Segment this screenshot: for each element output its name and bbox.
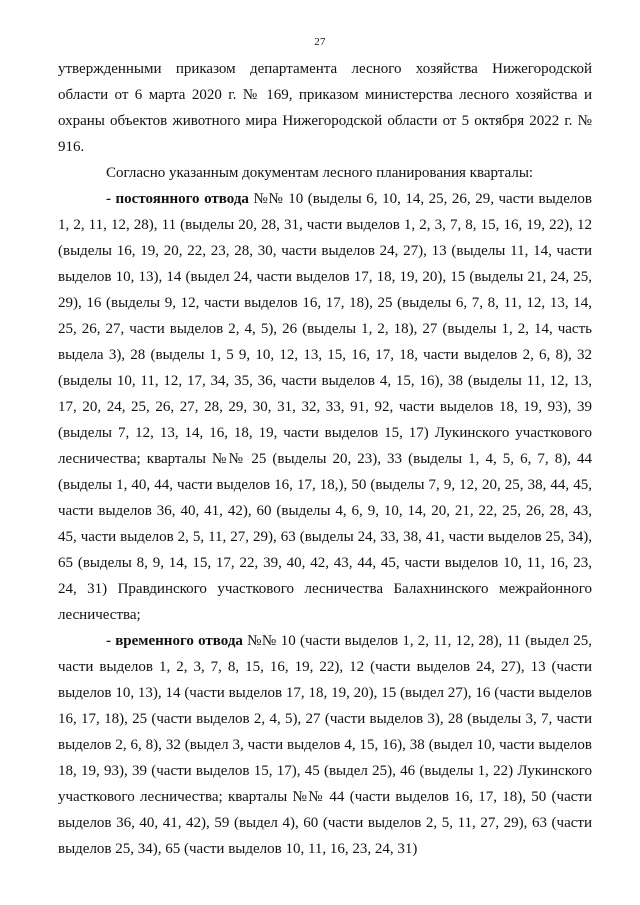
paragraph-orders: утвержденными приказом департамента лесного хозяйства Нижегородской области от 6 марта 2020 г. № 169, приказом министерства лесного хозяйства и охраны объектов животного мира Нижегородской области от 5 октября 2022 г. № 916. <box>58 61 592 155</box>
paragraph-permanent-allotment <box>58 186 592 628</box>
temporary-allotment-text: №№ 10 (части выделов 1, 2, 11, 12, 28), 11 (выдел 25, части выделов 1, 2, 3, 7, 8, 15, 16, 19, 22), 12 (части выделов 24, 27), 13 (части выделов 10, 13), 14 (части выделов 17, 18, 19, 20), 15 (выдел 27), 16 (части выделов 16, 17, 18), 25 (части выделов 2, 4, 5), 27 (части выделов 3), 28 (выделы 3, 7, части выделов 2, 6, 8), 32 (выдел 3, части выделов 4, 15, 16), 38 (выдел 10, части выделов 18, 19, 93), 39 (части выделов 15, 17), 45 (выдел 25), 46 (выделы 1, 22) Лукинского участкового лесничества; кварталы №№ 44 (части выделов 16, 17, 18), 50 (части выделов 36, 40, 41, 42), 59 (выдел 4), 60 (части выделов 2, 5, 11, 27, 29), 63 (части выделов 25, 34), 65 (части выделов 10, 11, 16, 23, 24, 31) <box>58 633 592 857</box>
paragraph-temporary-allotment <box>58 628 592 862</box>
page-number: 27 <box>314 36 326 48</box>
permanent-allotment-text: №№ 10 (выделы 6, 10, 14, 25, 26, 29, части выделов 1, 2, 11, 12, 28), 11 (выделы 20, 28, 31, части выделов 1, 2, 3, 7, 8, 15, 16, 19, 22), 12 (выделы 16, 19, 20, 22, 23, 28, 30, части выделов 24, 27), 13 (выделы 11, 14, части выделов 10, 13), 14 (выдел 24, части выделов 17, 18, 19, 20), 15 (выделы 21, 24, 25, 29), 16 (выделы 9, 12, части выделов 16, 17, 18), 25 (выделы 6, 7, 8, 11, 12, 13, 14, 25, 26, 27, части выделов 2, 4, 5), 26 (выделы 1, 2, 18), 27 (выделы 1, 2, 14, часть выдела 3), 28 (выделы 1, 5 9, 10, 12, 13, 15, 16, 17, 18, части выделов 2, 6, 8), 32 (выделы 10, 11, 12, 17, 34, 35, 36, части выделов 4, 15, 16), 38 (выделы 11, 12, 13, 17, 20, 24, 25, 26, 27, 28, 29, 30, 31, 32, 33, 91, 92, части выделов 18, 19, 93), 39 (выделы 7, 12, 13, 14, 16, 18, 19, части выделов 15, 17) Лукинского участкового лесничества; кварталы №№ 25 (выделы 20, 23), 33 (выделы 1, 4, 5, 6, 7, 8), 44 (выделы 1, 40, 44, части выделов 16, 17, 18,), 50 (выделы 7, 9, 12, 20, 25, 38, 44, 45, части выделов 36, 40, 41, 42), 60 (выделы 4, 6, 9, 10, 14, 20, 21, 22, 25, 26, 28, 43, 45, части выделов 2, 5, 11, 27, 29), 63 (выделы 24, 33, 38, 41, части выделов 25, 34), 65 (выделы 8, 9, 14, 15, 17, 22, 39, 40, 42, 43, 44, 45, части выделов 10, 11, 16, 23, 24, 31) Правдинского участкового лесничества Балахнинского межрайонного лесничества; <box>58 191 593 623</box>
temporary-allotment-heading: - временного отвода <box>106 633 243 649</box>
document-body <box>58 56 592 862</box>
paragraph-intro: Согласно указанным документам лесного планирования кварталы: <box>106 165 534 181</box>
permanent-allotment-heading: - постоянного отвода <box>106 191 249 207</box>
